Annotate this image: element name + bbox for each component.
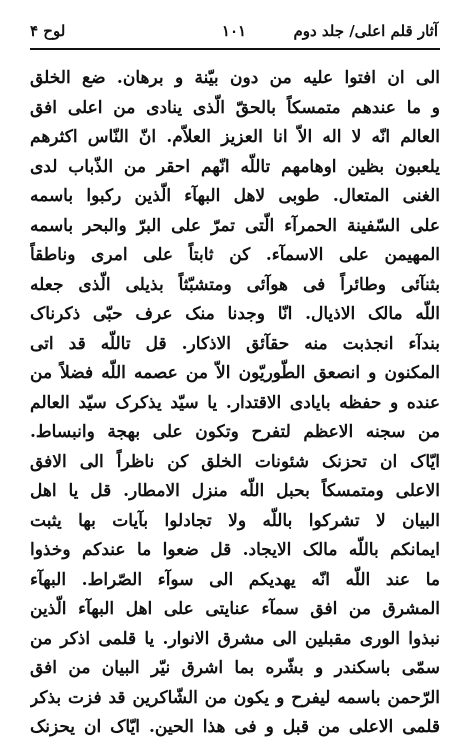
text-line: ایمانکم باللّه مالک الایجاد. قل ضعوا ما عندکم وخذوا bbox=[30, 540, 440, 560]
text-line: بثنآئی وطائراً فی هوآئی ومتشبّثاً بذیلی الّذی جعله bbox=[30, 274, 440, 295]
body-text bbox=[30, 64, 440, 743]
text-line: الرّحمن باسمه لیفرح و یکون من الشّاکرین قد فزت بذکر bbox=[30, 687, 440, 708]
text-line: البیان لا تشرکوا باللّه ولا تجادلوا بآیات بها یثبت bbox=[30, 510, 440, 531]
text-line: المهیمن علی الاسمآء. کن ثابتاً علی امری وناطقاً bbox=[30, 245, 440, 265]
header-divider bbox=[30, 48, 440, 50]
text-line: المکنون و انصعق الطّوریّون الاّ من عصمه اللّه فضلاً من bbox=[30, 363, 440, 383]
text-line: الی ان افتوا علیه من دون بیّنة و برهان. ضع الخلق bbox=[30, 68, 440, 88]
text-line: و ما عندهم متمسکاً بالحقّ الّذی ینادی من اعلی افق bbox=[30, 97, 440, 118]
text-line: بندآء انجذبت منه حقآئق الاذکار. قل تاللّه قد اتی bbox=[30, 333, 440, 354]
text-line: ایّاک ان تحزنک شئونات الخلق کن ناظراً الی الافق bbox=[30, 451, 440, 472]
text-line: عنده و حفظه بایادی الاقتدار. یا سیّد یذکرک سیّد العالم bbox=[30, 392, 440, 413]
book-title: آثار قلم اعلی/ جلد دوم bbox=[293, 22, 438, 40]
text-line: الاعلی ومتمسکاً بحبل اللّه منزل الامطار. قل یا اهل bbox=[30, 481, 440, 501]
text-line: المشرق من افق سمآء عنایتی علی اهل البهآء الّذین bbox=[30, 599, 440, 619]
text-line: اللّه مالک الاذیال. انّا وجدنا منک عرف حبّی ذکرناک bbox=[30, 304, 440, 324]
tablet-label: لوح ۴ bbox=[30, 22, 66, 40]
text-line: علی السّفینة الحمرآء الّتی تمرّ علی البرّ والبحر باسمه bbox=[30, 215, 440, 236]
text-line: ما عند اللّه انّه یهدیکم الی سوآء الصّراط. البهآء bbox=[30, 569, 440, 590]
text-line: قلمی الاعلی من قبل و فی هذا الحین. ایّاک ان یحزنک bbox=[30, 717, 440, 737]
page-number: ١٠١ bbox=[221, 22, 247, 40]
text-line: یلعبون بظین اوهامهم تاللّه انّهم احقر من الذّباب لدی bbox=[30, 156, 440, 177]
text-line: من سجنه الاعظم لتفرح وتکون علی بهجة وانبساط. bbox=[30, 422, 440, 442]
text-line: الغنی المتعال. طوبی لاهل البهآء الّذین رکبوا باسمه bbox=[30, 186, 440, 206]
text-line: نبذوا الوری مقبلین الی مشرق الانوار. یا قلمی اذکر من bbox=[30, 628, 440, 649]
text-line: العالم انّه لا اله الاّ انا العزیز العلاّم. انّ النّاس اکثرهم bbox=[30, 127, 440, 147]
text-line: سمّی باسکندر و بشّره بما اشرق نیّر البیان من افق bbox=[30, 658, 440, 678]
page-header bbox=[30, 22, 438, 44]
